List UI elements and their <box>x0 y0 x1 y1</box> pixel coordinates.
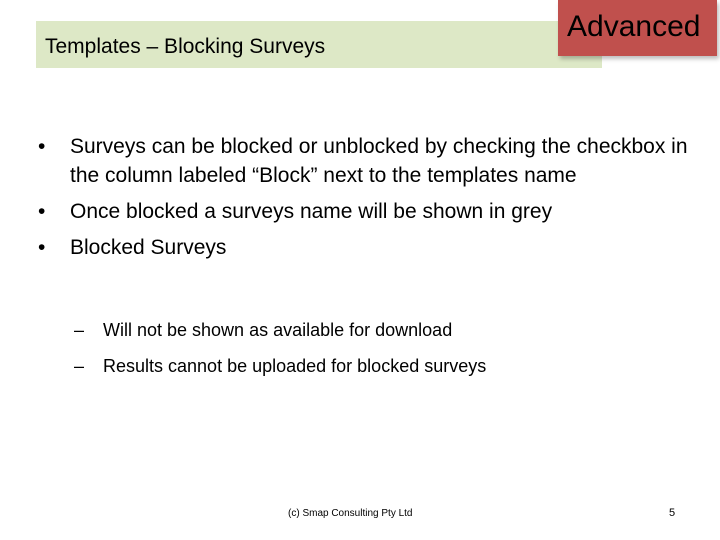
sub-bullet-text: Results cannot be uploaded for blocked surveys <box>103 356 487 376</box>
title-bar <box>36 21 602 68</box>
bullet-item <box>38 197 698 226</box>
bullet-list <box>38 132 698 269</box>
advanced-badge-label: Advanced <box>567 10 701 43</box>
bullet-icon: • <box>38 135 46 158</box>
sub-bullet-text: Will not be shown as available for download <box>103 320 453 340</box>
slide-title: Templates – Blocking Surveys <box>45 35 326 58</box>
bullet-icon: • <box>38 236 46 259</box>
dash-icon: – <box>74 320 85 340</box>
bullet-text: Once blocked a surveys name will be shown in grey <box>70 200 553 223</box>
page-number: 5 <box>669 507 676 519</box>
bullet-item <box>38 233 698 262</box>
advanced-badge <box>558 0 717 56</box>
sub-bullet-item <box>74 354 703 378</box>
bullet-text: Surveys can be blocked or unblocked by checking the checkbox in the column labeled “Block” next to the templates name <box>70 135 688 187</box>
sub-bullet-item <box>74 318 703 342</box>
bullet-item <box>38 132 698 190</box>
bullet-icon: • <box>38 200 46 223</box>
dash-icon: – <box>74 356 85 376</box>
bullet-text: Blocked Surveys <box>70 236 227 259</box>
footer-copyright: (c) Smap Consulting Pty Ltd <box>288 508 413 519</box>
